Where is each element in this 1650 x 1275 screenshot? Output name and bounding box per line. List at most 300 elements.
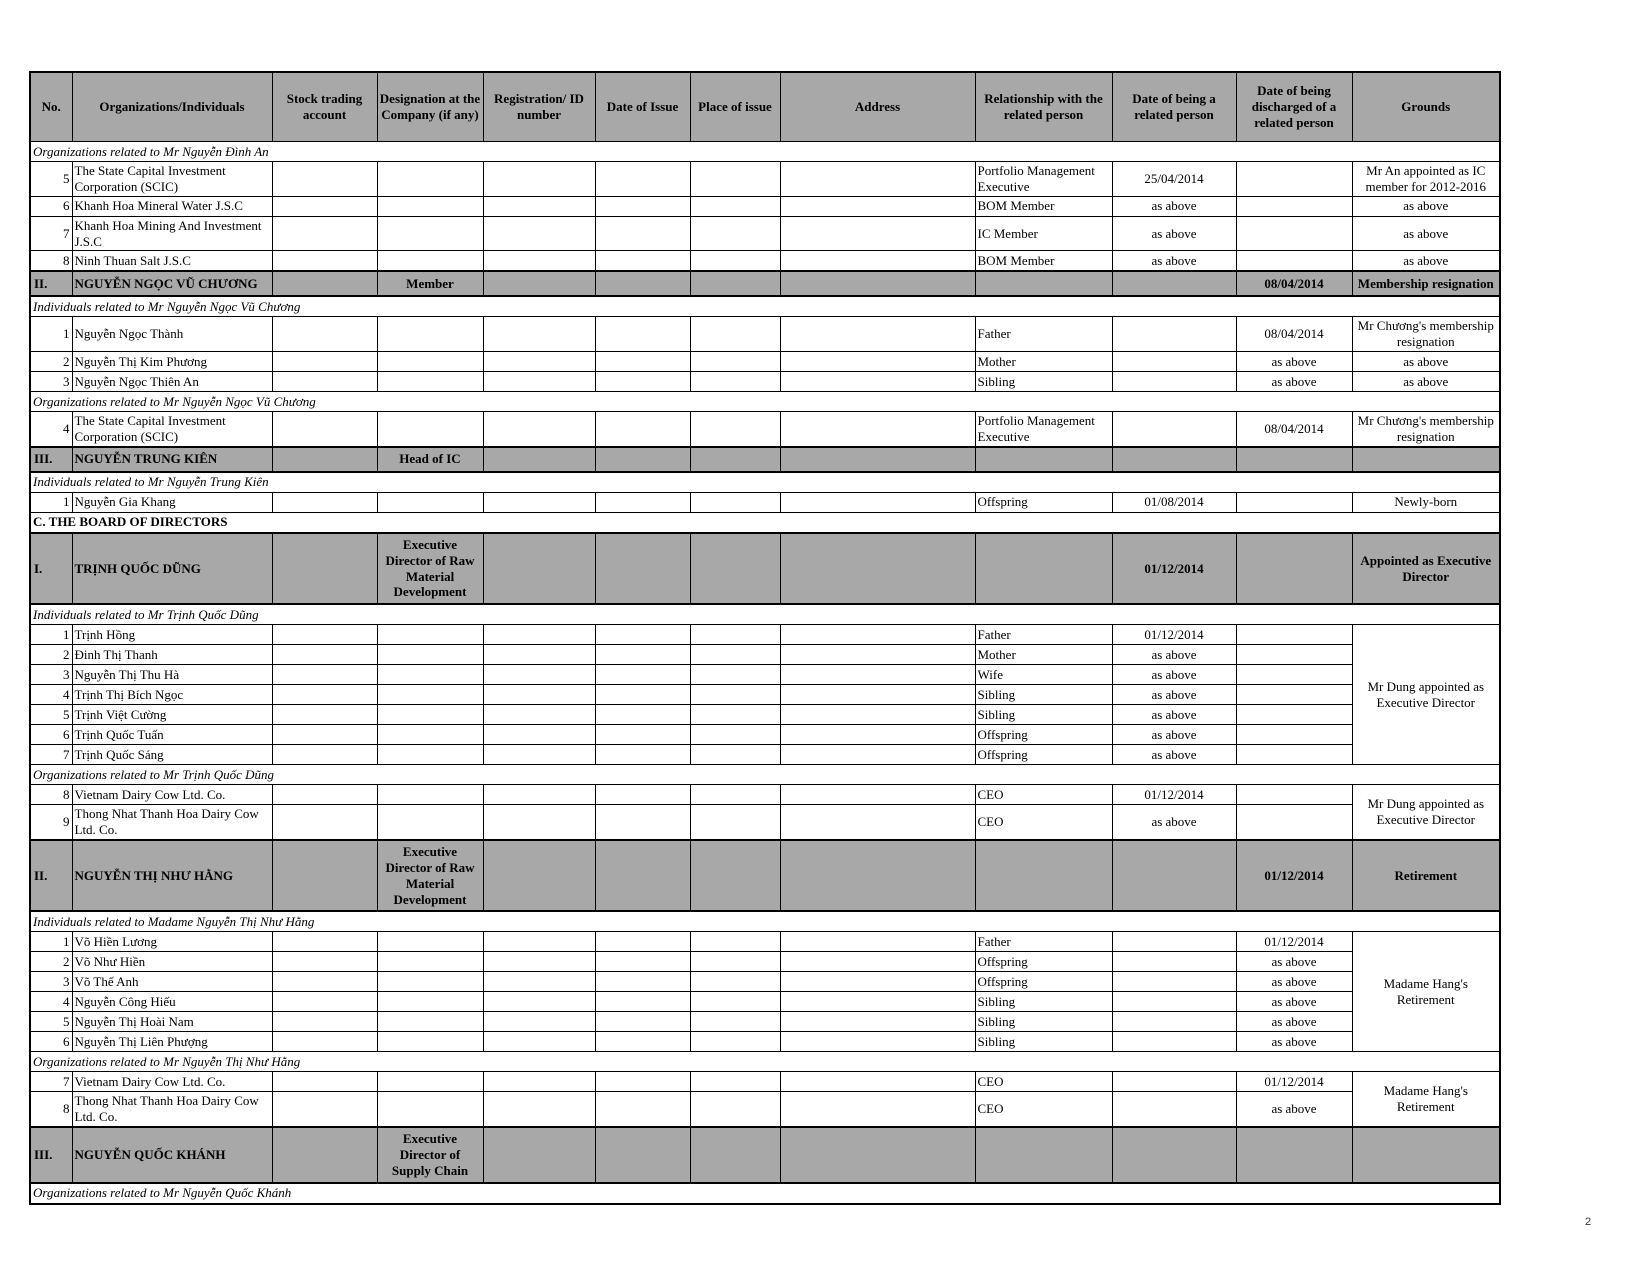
cell-relationship: CEO	[975, 1072, 1112, 1092]
cell-no: 7	[30, 216, 72, 251]
cell-address	[780, 317, 975, 352]
cell-date-issue	[595, 840, 690, 911]
table-row	[30, 840, 1500, 911]
cell-date-discharged	[1236, 805, 1352, 840]
col-registration-id: Registration/ ID number	[483, 72, 595, 142]
group-label: Individuals related to Madame Nguyễn Thị Như Hằng	[30, 911, 1500, 932]
table-row	[30, 972, 1500, 992]
group-label-row	[30, 296, 1500, 317]
cell-date-issue	[595, 216, 690, 251]
cell-registration	[483, 685, 595, 705]
table-row	[30, 932, 1500, 952]
cell-date-related	[1112, 447, 1236, 472]
table-row	[30, 1032, 1500, 1052]
cell-stock	[272, 725, 377, 745]
cell-date-issue	[595, 645, 690, 665]
cell-designation	[377, 216, 483, 251]
cell-relationship: Offspring	[975, 952, 1112, 972]
cell-grounds: Mr Chương's membership resignation	[1352, 317, 1500, 352]
cell-stock	[272, 665, 377, 685]
cell-date-related: as above	[1112, 805, 1236, 840]
cell-relationship: Offspring	[975, 745, 1112, 765]
cell-address	[780, 412, 975, 447]
cell-date-discharged	[1236, 447, 1352, 472]
cell-no: 4	[30, 412, 72, 447]
cell-date-issue	[595, 372, 690, 392]
cell-registration	[483, 162, 595, 197]
cell-designation	[377, 725, 483, 745]
cell-stock	[272, 1127, 377, 1183]
cell-address	[780, 992, 975, 1012]
cell-address	[780, 645, 975, 665]
cell-registration	[483, 840, 595, 911]
cell-place-issue	[690, 685, 780, 705]
cell-relationship: BOM Member	[975, 251, 1112, 272]
group-label: Organizations related to Mr Nguyễn Thị Như Hằng	[30, 1052, 1500, 1072]
cell-name: Nguyễn Thị Hoài Nam	[72, 1012, 272, 1032]
cell-stock	[272, 1012, 377, 1032]
cell-registration	[483, 216, 595, 251]
col-date-of-issue: Date of Issue	[595, 72, 690, 142]
cell-date-related	[1112, 952, 1236, 972]
cell-date-related	[1112, 1127, 1236, 1183]
cell-designation	[377, 492, 483, 512]
cell-designation	[377, 645, 483, 665]
cell-date-issue	[595, 1012, 690, 1032]
table-row	[30, 352, 1500, 372]
table-row	[30, 1127, 1500, 1183]
cell-relationship: Sibling	[975, 1012, 1112, 1032]
cell-date-related	[1112, 1092, 1236, 1127]
cell-name: Thong Nhat Thanh Hoa Dairy Cow Ltd. Co.	[72, 1092, 272, 1127]
cell-designation: Member	[377, 271, 483, 296]
cell-stock	[272, 271, 377, 296]
cell-place-issue	[690, 251, 780, 272]
cell-place-issue	[690, 1032, 780, 1052]
cell-place-issue	[690, 785, 780, 805]
table-row	[30, 725, 1500, 745]
cell-name: Nguyễn Gia Khang	[72, 492, 272, 512]
cell-date-issue	[595, 1032, 690, 1052]
cell-name: Vietnam Dairy Cow Ltd. Co.	[72, 785, 272, 805]
cell-stock	[272, 317, 377, 352]
cell-stock	[272, 952, 377, 972]
related-persons-table	[29, 71, 1501, 1205]
cell-place-issue	[690, 372, 780, 392]
table-row	[30, 805, 1500, 840]
table-row	[30, 533, 1500, 604]
table-row	[30, 952, 1500, 972]
cell-designation	[377, 162, 483, 197]
cell-name: The State Capital Investment Corporation (SCIC)	[72, 162, 272, 197]
cell-grounds: as above	[1352, 352, 1500, 372]
cell-date-discharged	[1236, 625, 1352, 645]
cell-grounds: as above	[1352, 196, 1500, 216]
cell-no: 3	[30, 972, 72, 992]
cell-name: NGUYỄN NGỌC VŨ CHƯƠNG	[72, 271, 272, 296]
cell-date-discharged	[1236, 1127, 1352, 1183]
cell-registration	[483, 1092, 595, 1127]
cell-designation	[377, 705, 483, 725]
cell-date-discharged: as above	[1236, 972, 1352, 992]
cell-stock	[272, 685, 377, 705]
cell-date-issue	[595, 705, 690, 725]
cell-name: Trịnh Thị Bích Ngọc	[72, 685, 272, 705]
cell-date-related	[1112, 972, 1236, 992]
cell-no: 6	[30, 196, 72, 216]
cell-date-discharged	[1236, 645, 1352, 665]
cell-address	[780, 372, 975, 392]
cell-designation	[377, 972, 483, 992]
cell-name: The State Capital Investment Corporation (SCIC)	[72, 412, 272, 447]
cell-date-related	[1112, 372, 1236, 392]
cell-place-issue	[690, 665, 780, 685]
cell-stock	[272, 1092, 377, 1127]
table-row	[30, 412, 1500, 447]
cell-date-issue	[595, 533, 690, 604]
cell-stock	[272, 805, 377, 840]
cell-place-issue	[690, 625, 780, 645]
cell-relationship: IC Member	[975, 216, 1112, 251]
table-row	[30, 1012, 1500, 1032]
cell-address	[780, 216, 975, 251]
cell-designation	[377, 932, 483, 952]
cell-name: Thong Nhat Thanh Hoa Dairy Cow Ltd. Co.	[72, 805, 272, 840]
cell-relationship: Offspring	[975, 972, 1112, 992]
cell-registration	[483, 1012, 595, 1032]
cell-date-discharged: as above	[1236, 352, 1352, 372]
cell-date-issue	[595, 196, 690, 216]
cell-stock	[272, 1072, 377, 1092]
cell-date-issue	[595, 1092, 690, 1127]
col-no: No.	[30, 72, 72, 142]
cell-relationship: Offspring	[975, 725, 1112, 745]
table-row	[30, 1072, 1500, 1092]
cell-relationship: Portfolio Management Executive	[975, 162, 1112, 197]
table-row	[30, 372, 1500, 392]
cell-relationship: CEO	[975, 785, 1112, 805]
cell-stock	[272, 932, 377, 952]
cell-no: 8	[30, 251, 72, 272]
cell-date-issue	[595, 317, 690, 352]
cell-grounds: Appointed as Executive Director	[1352, 533, 1500, 604]
cell-no: 2	[30, 952, 72, 972]
cell-date-issue	[595, 785, 690, 805]
col-designation: Designation at the Company (if any)	[377, 72, 483, 142]
cell-address	[780, 972, 975, 992]
table-row	[30, 785, 1500, 805]
cell-date-issue	[595, 992, 690, 1012]
cell-date-discharged: 01/12/2014	[1236, 1072, 1352, 1092]
cell-address	[780, 705, 975, 725]
cell-date-related: 25/04/2014	[1112, 162, 1236, 197]
cell-date-related	[1112, 317, 1236, 352]
cell-date-issue	[595, 162, 690, 197]
cell-place-issue	[690, 840, 780, 911]
cell-date-related: as above	[1112, 705, 1236, 725]
cell-designation	[377, 952, 483, 972]
cell-date-discharged	[1236, 785, 1352, 805]
cell-address	[780, 533, 975, 604]
table-row	[30, 685, 1500, 705]
cell-registration	[483, 932, 595, 952]
cell-registration	[483, 992, 595, 1012]
cell-relationship: Mother	[975, 352, 1112, 372]
col-date-related: Date of being a related person	[1112, 72, 1236, 142]
cell-date-related	[1112, 352, 1236, 372]
cell-no: 1	[30, 317, 72, 352]
cell-date-discharged	[1236, 533, 1352, 604]
cell-date-issue	[595, 271, 690, 296]
cell-registration	[483, 492, 595, 512]
cell-stock	[272, 492, 377, 512]
cell-date-related	[1112, 1032, 1236, 1052]
cell-date-related	[1112, 932, 1236, 952]
cell-no: 7	[30, 1072, 72, 1092]
cell-place-issue	[690, 412, 780, 447]
cell-designation	[377, 412, 483, 447]
cell-relationship: BOM Member	[975, 196, 1112, 216]
cell-designation: Head of IC	[377, 447, 483, 472]
cell-address	[780, 352, 975, 372]
cell-name: Trịnh Quốc Tuấn	[72, 725, 272, 745]
cell-relationship: Offspring	[975, 492, 1112, 512]
cell-designation	[377, 785, 483, 805]
group-label: Organizations related to Mr Trịnh Quốc Dũng	[30, 765, 1500, 785]
col-stock-trading-account: Stock trading account	[272, 72, 377, 142]
cell-date-related: as above	[1112, 645, 1236, 665]
cell-name: Trịnh Quốc Sáng	[72, 745, 272, 765]
cell-date-issue	[595, 685, 690, 705]
cell-date-discharged: 08/04/2014	[1236, 271, 1352, 296]
cell-address	[780, 785, 975, 805]
cell-relationship: Wife	[975, 665, 1112, 685]
cell-relationship	[975, 1127, 1112, 1183]
cell-relationship	[975, 447, 1112, 472]
cell-no: 6	[30, 1032, 72, 1052]
table-row	[30, 317, 1500, 352]
cell-place-issue	[690, 492, 780, 512]
cell-designation	[377, 1072, 483, 1092]
cell-place-issue	[690, 1127, 780, 1183]
cell-registration	[483, 1072, 595, 1092]
col-place-of-issue: Place of issue	[690, 72, 780, 142]
cell-no: I.	[30, 533, 72, 604]
cell-place-issue	[690, 745, 780, 765]
cell-date-related: as above	[1112, 745, 1236, 765]
cell-name: Đinh Thị Thanh	[72, 645, 272, 665]
cell-place-issue	[690, 162, 780, 197]
cell-date-issue	[595, 972, 690, 992]
cell-date-discharged: 08/04/2014	[1236, 412, 1352, 447]
cell-address	[780, 1032, 975, 1052]
cell-name: Nguyễn Thị Liên Phượng	[72, 1032, 272, 1052]
cell-place-issue	[690, 705, 780, 725]
cell-address	[780, 162, 975, 197]
cell-no: 8	[30, 1092, 72, 1127]
cell-date-issue	[595, 492, 690, 512]
cell-date-discharged	[1236, 705, 1352, 725]
cell-no: 1	[30, 625, 72, 645]
cell-date-issue	[595, 952, 690, 972]
cell-designation	[377, 685, 483, 705]
cell-address	[780, 251, 975, 272]
cell-place-issue	[690, 447, 780, 472]
cell-registration	[483, 1127, 595, 1183]
cell-designation: Executive Director of Supply Chain	[377, 1127, 483, 1183]
cell-relationship: CEO	[975, 805, 1112, 840]
cell-date-issue	[595, 1072, 690, 1092]
cell-no: 5	[30, 705, 72, 725]
group-label-row	[30, 1183, 1500, 1204]
cell-date-discharged	[1236, 665, 1352, 685]
cell-place-issue	[690, 725, 780, 745]
section-heading: C. THE BOARD OF DIRECTORS	[30, 512, 1500, 533]
group-label-row	[30, 142, 1500, 162]
group-label-row	[30, 911, 1500, 932]
page-number: 2	[1585, 1216, 1592, 1228]
cell-grounds: Madame Hang's Retirement	[1352, 932, 1500, 1052]
table-header-row	[30, 72, 1500, 142]
cell-stock	[272, 372, 377, 392]
cell-address	[780, 1127, 975, 1183]
col-address: Address	[780, 72, 975, 142]
cell-address	[780, 805, 975, 840]
cell-date-issue	[595, 447, 690, 472]
cell-grounds: Mr An appointed as IC member for 2012-2016	[1352, 162, 1500, 197]
cell-address	[780, 745, 975, 765]
cell-no: 1	[30, 932, 72, 952]
cell-date-related: 01/08/2014	[1112, 492, 1236, 512]
cell-no: II.	[30, 271, 72, 296]
cell-grounds	[1352, 1127, 1500, 1183]
cell-address	[780, 447, 975, 472]
cell-relationship: Mother	[975, 645, 1112, 665]
section-heading-row	[30, 512, 1500, 533]
table-row	[30, 665, 1500, 685]
cell-date-related	[1112, 412, 1236, 447]
cell-date-discharged: as above	[1236, 1092, 1352, 1127]
cell-no: 2	[30, 352, 72, 372]
col-organizations-individuals: Organizations/Individuals	[72, 72, 272, 142]
cell-designation	[377, 625, 483, 645]
cell-address	[780, 665, 975, 685]
cell-relationship: Sibling	[975, 685, 1112, 705]
cell-address	[780, 1072, 975, 1092]
cell-designation	[377, 1012, 483, 1032]
cell-grounds: as above	[1352, 251, 1500, 272]
cell-designation	[377, 1032, 483, 1052]
cell-place-issue	[690, 271, 780, 296]
table-row	[30, 745, 1500, 765]
cell-registration	[483, 705, 595, 725]
cell-place-issue	[690, 317, 780, 352]
cell-place-issue	[690, 992, 780, 1012]
cell-date-discharged: as above	[1236, 372, 1352, 392]
cell-address	[780, 932, 975, 952]
cell-address	[780, 196, 975, 216]
cell-name: Nguyễn Thị Kim Phương	[72, 352, 272, 372]
cell-date-discharged: as above	[1236, 992, 1352, 1012]
cell-name: Võ Hiền Lương	[72, 932, 272, 952]
cell-address	[780, 725, 975, 745]
cell-relationship: Father	[975, 625, 1112, 645]
cell-relationship	[975, 271, 1112, 296]
cell-name: Võ Như Hiền	[72, 952, 272, 972]
cell-no: 4	[30, 992, 72, 1012]
cell-relationship: Portfolio Management Executive	[975, 412, 1112, 447]
cell-name: NGUYỄN TRUNG KIÊN	[72, 447, 272, 472]
cell-stock	[272, 352, 377, 372]
table-row	[30, 447, 1500, 472]
cell-place-issue	[690, 645, 780, 665]
table-row	[30, 251, 1500, 272]
cell-stock	[272, 625, 377, 645]
cell-date-related	[1112, 1012, 1236, 1032]
cell-registration	[483, 372, 595, 392]
cell-address	[780, 952, 975, 972]
table-row	[30, 645, 1500, 665]
cell-registration	[483, 447, 595, 472]
cell-date-issue	[595, 352, 690, 372]
cell-date-issue	[595, 665, 690, 685]
cell-registration	[483, 412, 595, 447]
cell-date-discharged	[1236, 251, 1352, 272]
cell-name: Ninh Thuan Salt J.S.C	[72, 251, 272, 272]
cell-designation	[377, 745, 483, 765]
cell-no: 8	[30, 785, 72, 805]
cell-registration	[483, 645, 595, 665]
group-label-row	[30, 765, 1500, 785]
cell-date-issue	[595, 625, 690, 645]
cell-relationship	[975, 840, 1112, 911]
table-body	[30, 142, 1500, 1204]
cell-registration	[483, 251, 595, 272]
cell-date-related: 01/12/2014	[1112, 625, 1236, 645]
cell-address	[780, 492, 975, 512]
group-label: Individuals related to Mr Trịnh Quốc Dũng	[30, 604, 1500, 625]
cell-name: Trịnh Hồng	[72, 625, 272, 645]
cell-stock	[272, 196, 377, 216]
table-row	[30, 492, 1500, 512]
cell-date-discharged: 01/12/2014	[1236, 932, 1352, 952]
cell-date-discharged	[1236, 162, 1352, 197]
cell-registration	[483, 1032, 595, 1052]
cell-date-related	[1112, 992, 1236, 1012]
cell-relationship: Father	[975, 317, 1112, 352]
group-label: Organizations related to Mr Nguyễn Đình An	[30, 142, 1500, 162]
group-label: Individuals related to Mr Nguyễn Ngọc Vũ Chương	[30, 296, 1500, 317]
table-row	[30, 271, 1500, 296]
cell-stock	[272, 645, 377, 665]
cell-stock	[272, 1032, 377, 1052]
table-row	[30, 216, 1500, 251]
cell-date-related: as above	[1112, 685, 1236, 705]
col-grounds: Grounds	[1352, 72, 1500, 142]
cell-stock	[272, 412, 377, 447]
cell-name: NGUYỄN QUỐC KHÁNH	[72, 1127, 272, 1183]
cell-date-discharged: 08/04/2014	[1236, 317, 1352, 352]
cell-stock	[272, 840, 377, 911]
cell-place-issue	[690, 533, 780, 604]
cell-grounds	[1352, 447, 1500, 472]
cell-registration	[483, 352, 595, 372]
cell-address	[780, 1092, 975, 1127]
cell-stock	[272, 251, 377, 272]
cell-date-discharged: as above	[1236, 1032, 1352, 1052]
cell-designation	[377, 372, 483, 392]
cell-no: III.	[30, 447, 72, 472]
